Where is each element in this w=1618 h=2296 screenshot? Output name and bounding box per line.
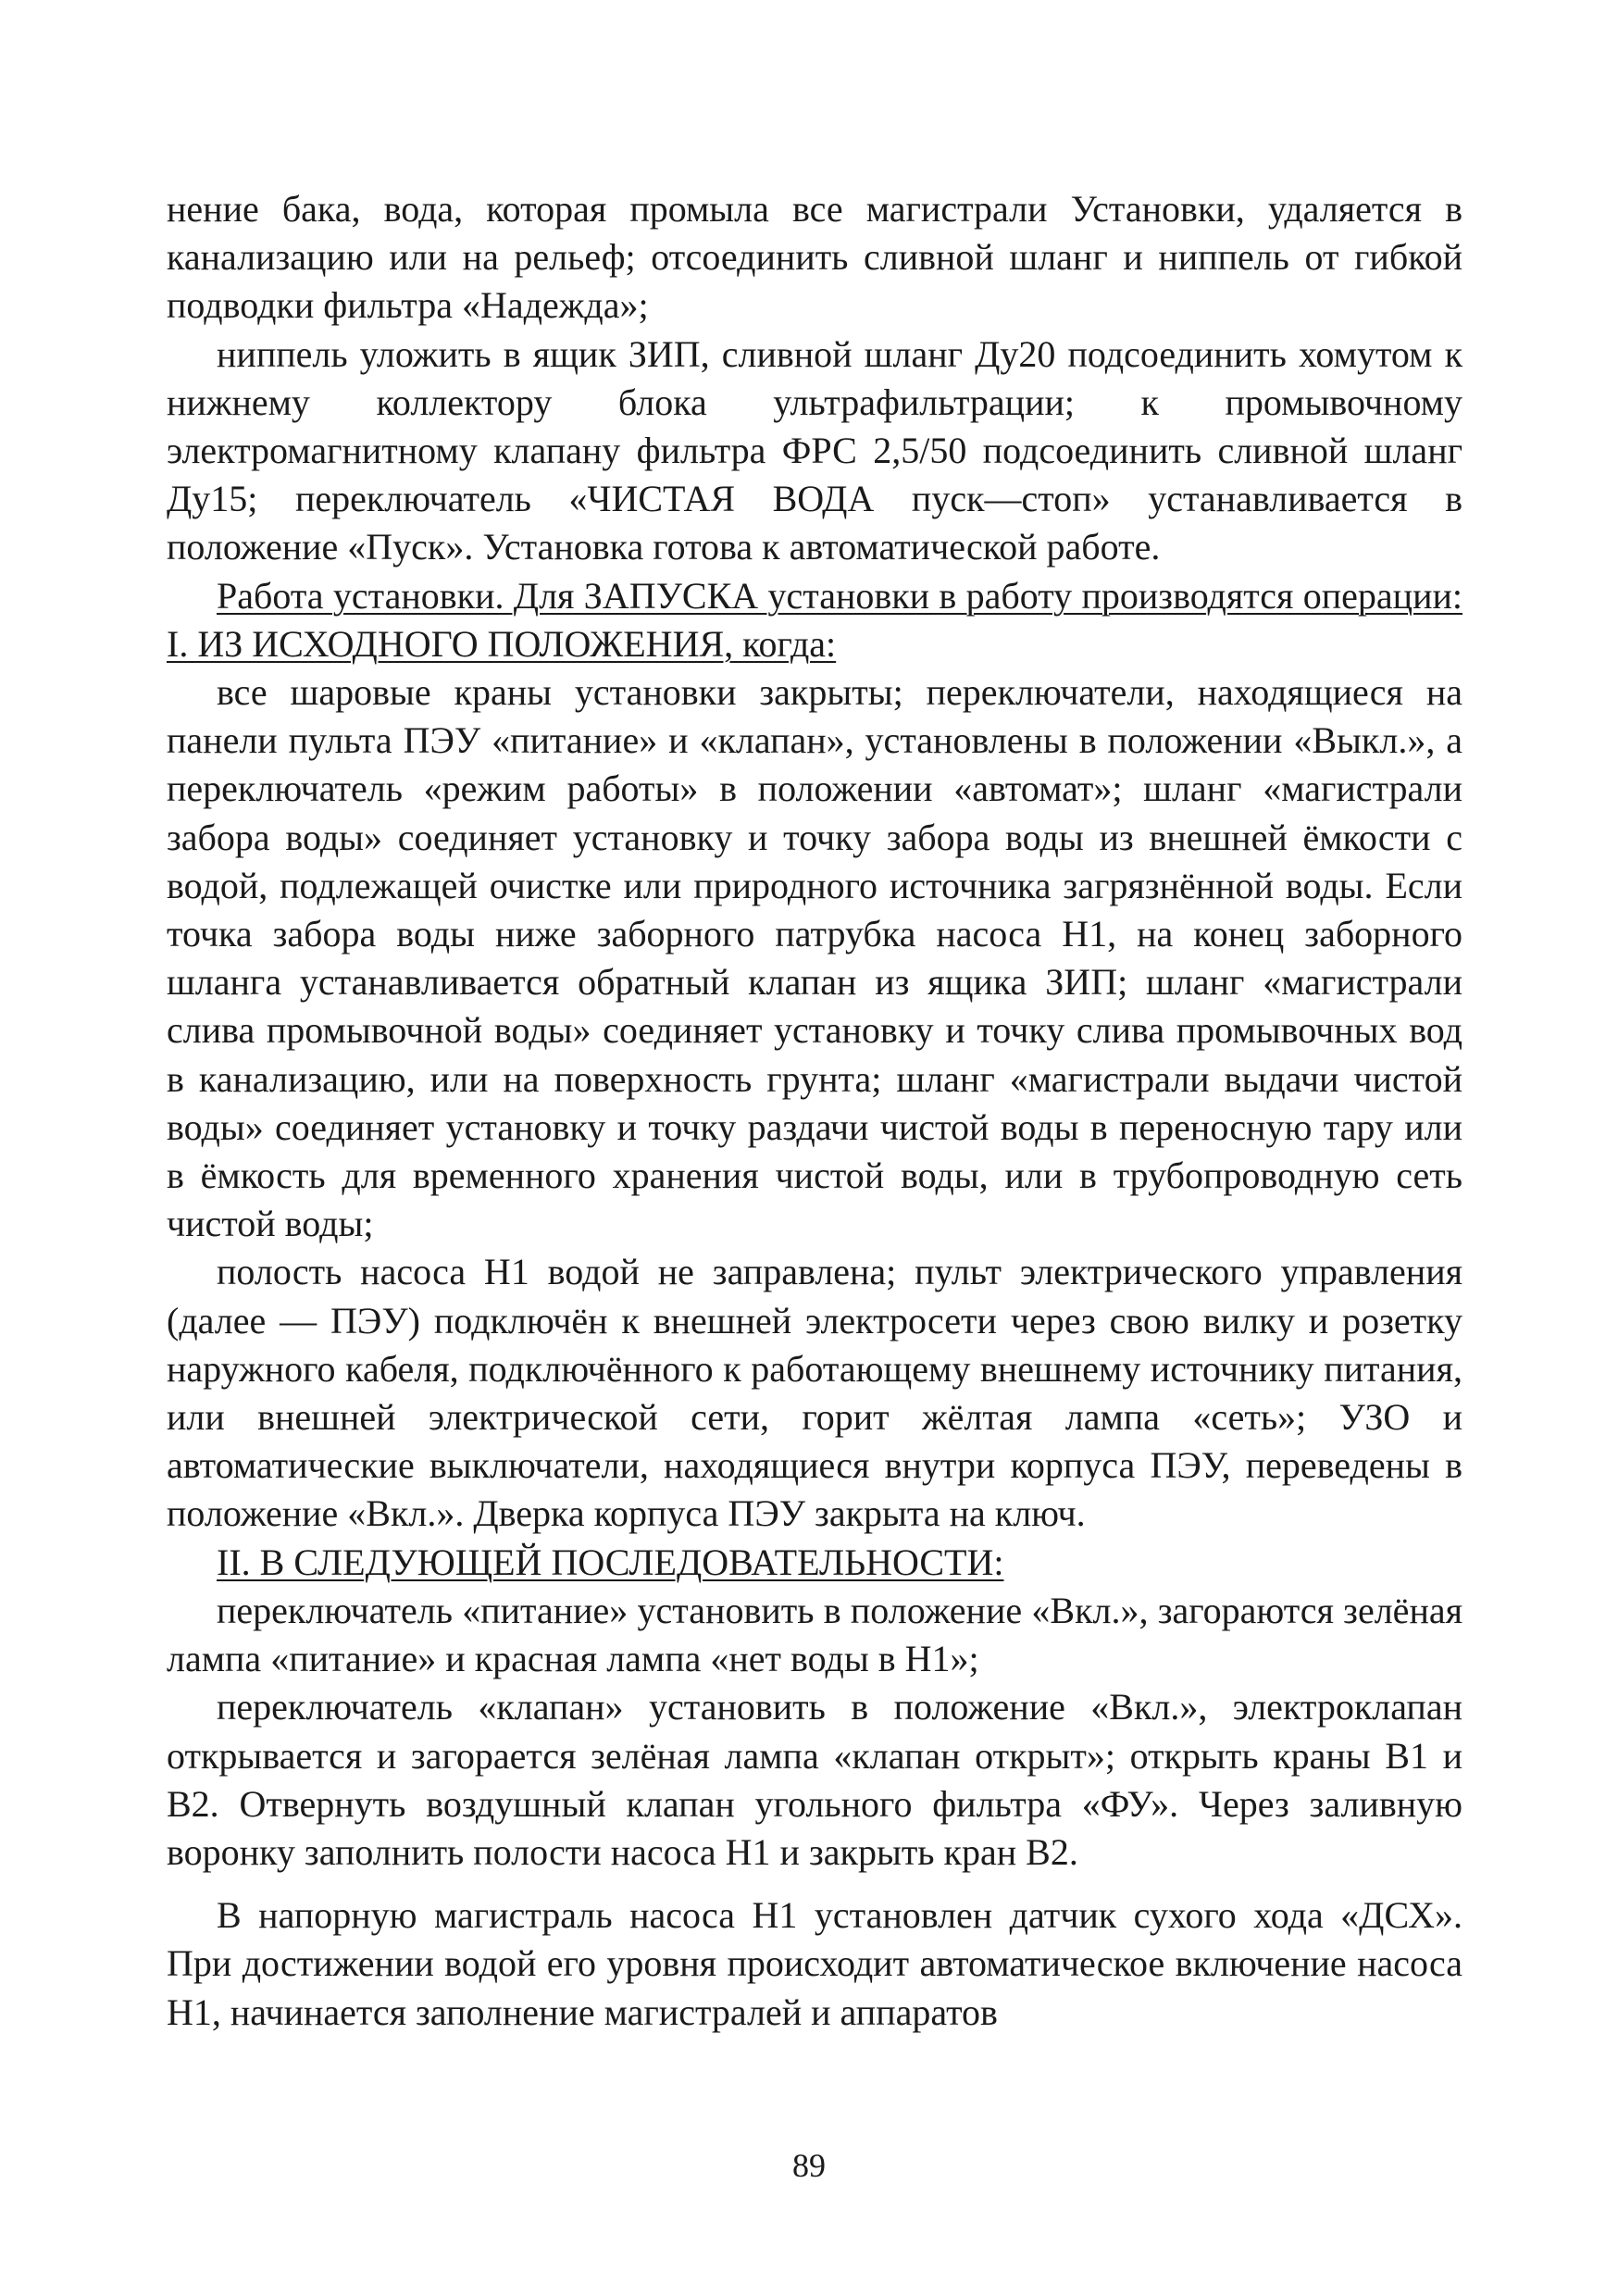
section-heading-operation: Работа установки. Для ЗАПУСКА установки в работу производятся операции: I. ИЗ ИСХОДНОГО ПОЛОЖЕНИЯ, когда:	[167, 574, 1462, 665]
paragraph-power-switch: переключатель «питание» установить в положение «Вкл.», загораются зелёная лампа «питание» и красная лампа «нет воды в Н1»;	[167, 1589, 1462, 1680]
paragraph-pump-cavity: полость насоса Н1 водой не заправлена; пульт электрического управления (далее — ПЭУ) подключён к внешней электросети через свою вилку и розетку наружного кабеля, подключённого к работающему внешнему источнику питания, или внешней электрической сети, горит жёлтая лампа «сеть»; УЗО и автоматические выключатели, находящиеся внутри корпуса ПЭУ, переведены в положение «Вкл.». Дверка корпуса ПЭУ закрыта на ключ.	[167, 1251, 1462, 1535]
paragraph-valve-switch: переключатель «клапан» установить в положение «Вкл.», электроклапан открывается и загорается зелёная лампа «клапан открыт»; открыть краны В1 и В2. Отвернуть воздушный клапан угольного фильтра «ФУ». Через заливную воронку заполнить полости насоса Н1 и закрыть кран В2.	[167, 1686, 1462, 1873]
page-number: 89	[792, 2147, 826, 2184]
paragraph-continuation: нение бака, вода, которая промыла все магистрали Установки, удаляется в канализацию или на рельеф; отсоединить сливной шланг и ниппель от гибкой подводки фильтра «Надежда»;	[167, 188, 1462, 327]
section-heading-sequence-text: II. В СЛЕДУЮЩЕЙ ПОСЛЕДОВАТЕЛЬНОСТИ:	[217, 1541, 1004, 1583]
page-body	[167, 185, 1462, 2037]
paragraph-initial-position: все шаровые краны установки закрыты; переключатели, находящиеся на панели пульта ПЭУ «питание» и «клапан», установлены в положении «Выкл.», а переключатель «режим работы» в положении «автомат»; шланг «магистрали забора воды» соединяет установку и точку забора воды из внешней ёмкости с водой, подлежащей очистке или природного источника загрязнённой воды. Если точка забора воды ниже заборного патрубка насоса Н1, на конец заборного шланга устанавливается обратный клапан из ящика ЗИП; шланг «магистрали слива промывочной воды» соединяет установку и точку слива промывочных вод в канализацию, или на поверхность грунта; шланг «магистрали выдачи чистой воды» соединяет установку и точку раздачи чистой воды в переносную тару или в ёмкость для временного хранения чистой воды, или в трубопроводную сеть чистой воды;	[167, 671, 1462, 1245]
paragraph-dry-run-sensor: В напорную магистраль насоса Н1 установлен датчик сухого хода «ДСХ». При достижении водой его уровня происходит автоматическое включение насоса Н1, начинается заполнение магистралей и аппаратов	[167, 1894, 1462, 2033]
paragraph-nipple-instructions: ниппель уложить в ящик ЗИП, сливной шланг Ду20 подсоединить хомутом к нижнему коллектору блока ультрафильтрации; к промывочному электромагнитному клапану фильтра ФРС 2,5/50 подсоединить сливной шланг Ду15; переключатель «ЧИСТАЯ ВОДА пуск—стоп» устанавливается в положение «Пуск». Установка готова к автоматической работе.	[167, 332, 1462, 568]
section-heading-sequence	[167, 1539, 1462, 1587]
